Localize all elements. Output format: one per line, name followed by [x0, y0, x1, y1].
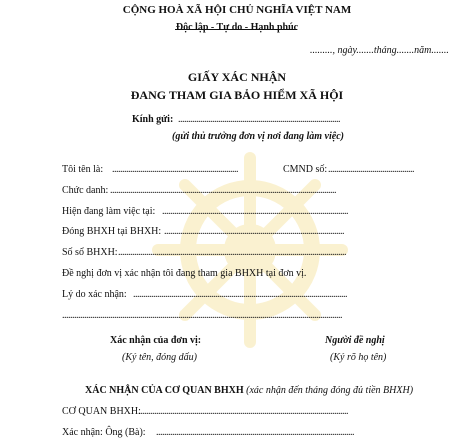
confirm-person-field[interactable]: ................................................................................................... — [156, 427, 354, 438]
unit-confirm-label: Xác nhận của đơn vị: — [110, 335, 202, 346]
workplace-field[interactable]: ............................................................................................. — [162, 206, 348, 217]
cmnd-label: CMND số: — [283, 164, 328, 175]
cmnd-field[interactable]: ........................................... — [328, 164, 414, 175]
agency-heading-note: (xác nhận đến tháng đóng đủ tiền BHXH) — [246, 385, 414, 396]
job-title-label: Chức danh: — [62, 185, 109, 196]
unit-confirm-note: (Ký tên, đóng dấu) — [122, 352, 197, 363]
bhxh-place-label: Đóng BHXH tại BHXH: — [62, 226, 162, 237]
job-title-field[interactable]: ................................................................................................................. — [110, 185, 336, 196]
recipient-label: Kính gửi: — [132, 114, 174, 125]
name-label: Tôi tên là: — [62, 164, 104, 175]
name-field[interactable]: ............................................................... — [112, 164, 238, 175]
form-subtitle: ĐANG THAM GIA BẢO HIỂM XÃ HỘI — [130, 88, 344, 102]
recipient-note: (gửi thủ trưởng đơn vị nơi đang làm việc) — [172, 131, 344, 142]
reason-field-line2[interactable]: ............................................................................................................................................ — [62, 310, 342, 321]
confirm-person-label: Xác nhận: Ông (Bà): — [62, 427, 146, 438]
bhxh-number-label: Số sổ BHXH: — [62, 247, 118, 258]
bhxh-place-field[interactable]: .......................................................................................... — [164, 226, 344, 237]
requester-note: (Ký rõ họ tên) — [330, 352, 387, 363]
bhxh-number-field[interactable]: .................................................................................................................. — [118, 247, 346, 258]
country-heading: CỘNG HOÀ XÃ HỘI CHỦ NGHĨA VIỆT NAM — [122, 4, 352, 16]
recipient-dots[interactable]: ................................................................................. — [178, 114, 340, 125]
agency-heading: XÁC NHẬN CỦA CƠ QUAN BHXH — [85, 385, 244, 396]
agency-heading-row — [85, 385, 413, 396]
agency-field[interactable]: ......................................................................................................... — [138, 406, 348, 417]
form-title: GIẤY XÁC NHẬN — [187, 70, 287, 84]
request-text: Đề nghị đơn vị xác nhận tôi đang tham gia BHXH tại đơn vị. — [62, 268, 307, 279]
motto-underline — [175, 29, 297, 30]
date-line: ........., ngày.......tháng.......năm....... — [310, 45, 449, 56]
requester-label: Người đề nghị — [325, 335, 385, 346]
agency-label: CƠ QUAN BHXH: — [62, 406, 141, 417]
workplace-label: Hiện đang làm việc tại: — [62, 206, 156, 217]
reason-field[interactable]: ........................................................................................................... — [133, 289, 347, 300]
motto: Độc lập - Tự do - Hạnh phúc — [175, 22, 299, 33]
reason-label: Lý do xác nhận: — [62, 289, 127, 300]
